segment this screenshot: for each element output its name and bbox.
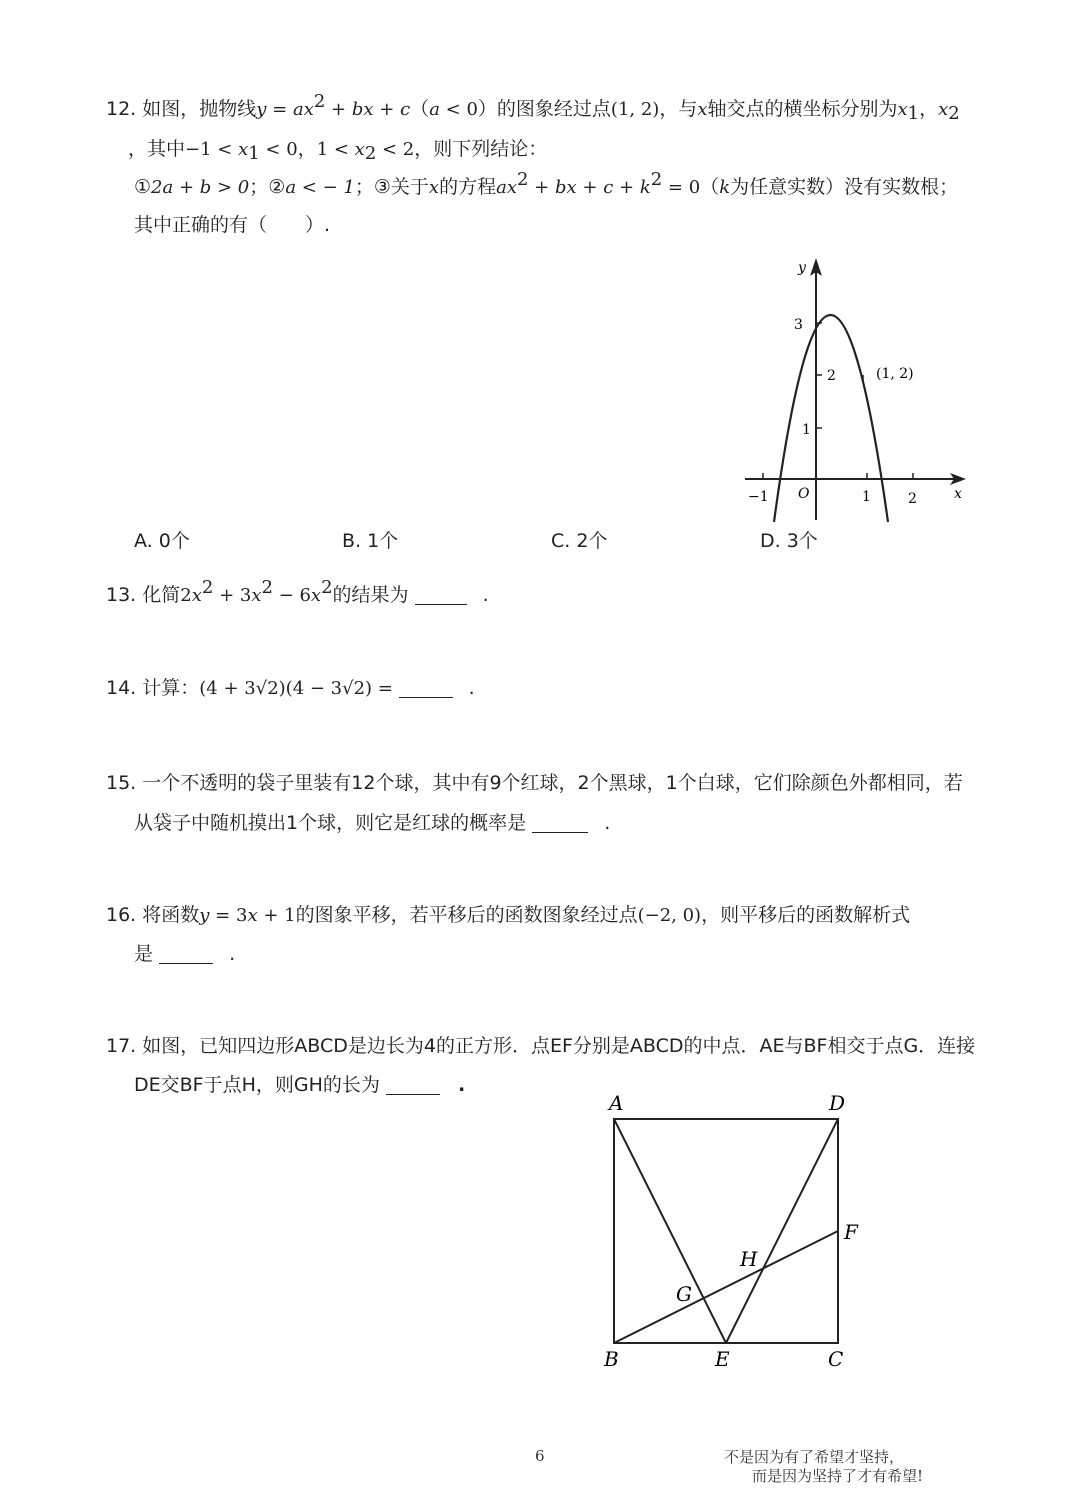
tick-x-2: 2	[908, 491, 917, 507]
q12-line3: ①2a + b > 0；②a < − 1；③关于x的方程$ax^2$ + bx + $c + k^2 = 0(k$为任意实数）没有实数根；	[134, 169, 959, 198]
q12-conclusion-3: ax	[496, 177, 517, 198]
page-number: 6	[535, 1447, 545, 1465]
label-h: H	[740, 1247, 758, 1271]
q12-point: (1, 2)	[610, 99, 660, 120]
q12-parabola-graph	[730, 250, 980, 525]
motto-line-1: 不是因为有了希望才坚持，	[724, 1448, 905, 1466]
q12-option-c[interactable]: C. 2个	[551, 530, 608, 552]
tick-y-2: 2	[827, 368, 836, 384]
q16-number: 16.	[106, 904, 137, 926]
q16-line1: 16. 将函数y = 3x + 1的图象平移，若平移后的函数图象经过点(−2, 0)，则平移后的函数解析式	[106, 904, 911, 926]
q12-conclusion-2: a < − 1	[285, 177, 355, 198]
tick-y-1: 1	[802, 422, 811, 438]
q13-answer-blank[interactable]	[415, 586, 467, 605]
q15-line1: 15. 一个不透明的袋子里装有12个球，其中有9个红球，2个黑球，1个白球，它们除颜色外都相同，若	[106, 772, 963, 794]
q12-conclusion-1: 2a + b > 0	[151, 177, 250, 198]
q13-number: 13.	[106, 584, 137, 606]
square-abcd	[614, 1119, 838, 1343]
q17-number: 17.	[106, 1035, 137, 1057]
q12-option-d[interactable]: D. 3个	[760, 530, 818, 552]
origin-label: O	[798, 486, 810, 502]
q12-option-a[interactable]: A. 0个	[134, 530, 190, 552]
label-a: A	[609, 1091, 624, 1115]
q13: 13. 化简$2x^2 + 3x^2 - 6x^2$的结果为 .	[106, 577, 489, 606]
segment-ae	[614, 1119, 726, 1343]
q12-number: 12.	[106, 98, 137, 120]
q17-answer-blank[interactable]	[386, 1076, 440, 1095]
q17-square-figure	[595, 1088, 870, 1378]
tick-x-neg1: −1	[748, 489, 769, 505]
segment-de	[726, 1119, 838, 1343]
label-g: G	[676, 1282, 692, 1306]
q12-intro: 如图，抛物线	[142, 98, 257, 120]
label-b: B	[604, 1347, 619, 1371]
motto-line-2: 而是因为坚持了才有希望!	[752, 1467, 924, 1485]
q12-question: 其中正确的有（ ）.	[134, 214, 331, 236]
x-axis-label: x	[954, 486, 962, 502]
q15-number: 15.	[106, 772, 137, 794]
q14: 14. 计算：(4 + 3√2)(4 − 3√2) = .	[106, 677, 475, 699]
label-f: F	[844, 1220, 858, 1244]
q12-equation: y	[256, 99, 267, 120]
q15-line2: 从袋子中随机摸出1个球，则它是红球的概率是 .	[134, 812, 611, 834]
tick-x-1: 1	[862, 489, 871, 505]
q17-line2: DE交BF于点H，则GH的长为 .	[134, 1074, 466, 1096]
label-e: E	[715, 1347, 730, 1371]
q15-answer-blank[interactable]	[532, 814, 588, 833]
q17-line1: 17. 如图，已知四边形ABCD是边长为4的正方形．点EF分别是ABCD的中点．AE与BF相交于点G．连接	[106, 1035, 976, 1057]
q16-answer-blank[interactable]	[159, 945, 213, 964]
q12-line1: 12. 如图，抛物线$y = ax^2$ + bx + c（a < 0）的图象经过点(1, 2)，与x轴交点的横坐标分别为$x_1$，$x_2$	[106, 91, 960, 124]
q14-number: 14.	[106, 677, 137, 699]
segment-bf	[614, 1231, 838, 1343]
q16-line2: 是 .	[134, 943, 236, 965]
label-d: D	[829, 1091, 846, 1115]
label-c: C	[828, 1347, 844, 1371]
tick-y-3: 3	[794, 317, 803, 333]
y-axis-label: y	[798, 260, 806, 276]
q12-option-b[interactable]: B. 1个	[342, 530, 399, 552]
point-label: (1, 2)	[876, 366, 914, 382]
q14-answer-blank[interactable]	[399, 679, 453, 698]
q12-line2: ，其中$-1 < x_1 < 0$，$1 < x_2 < 2$，则下列结论：	[128, 138, 548, 164]
